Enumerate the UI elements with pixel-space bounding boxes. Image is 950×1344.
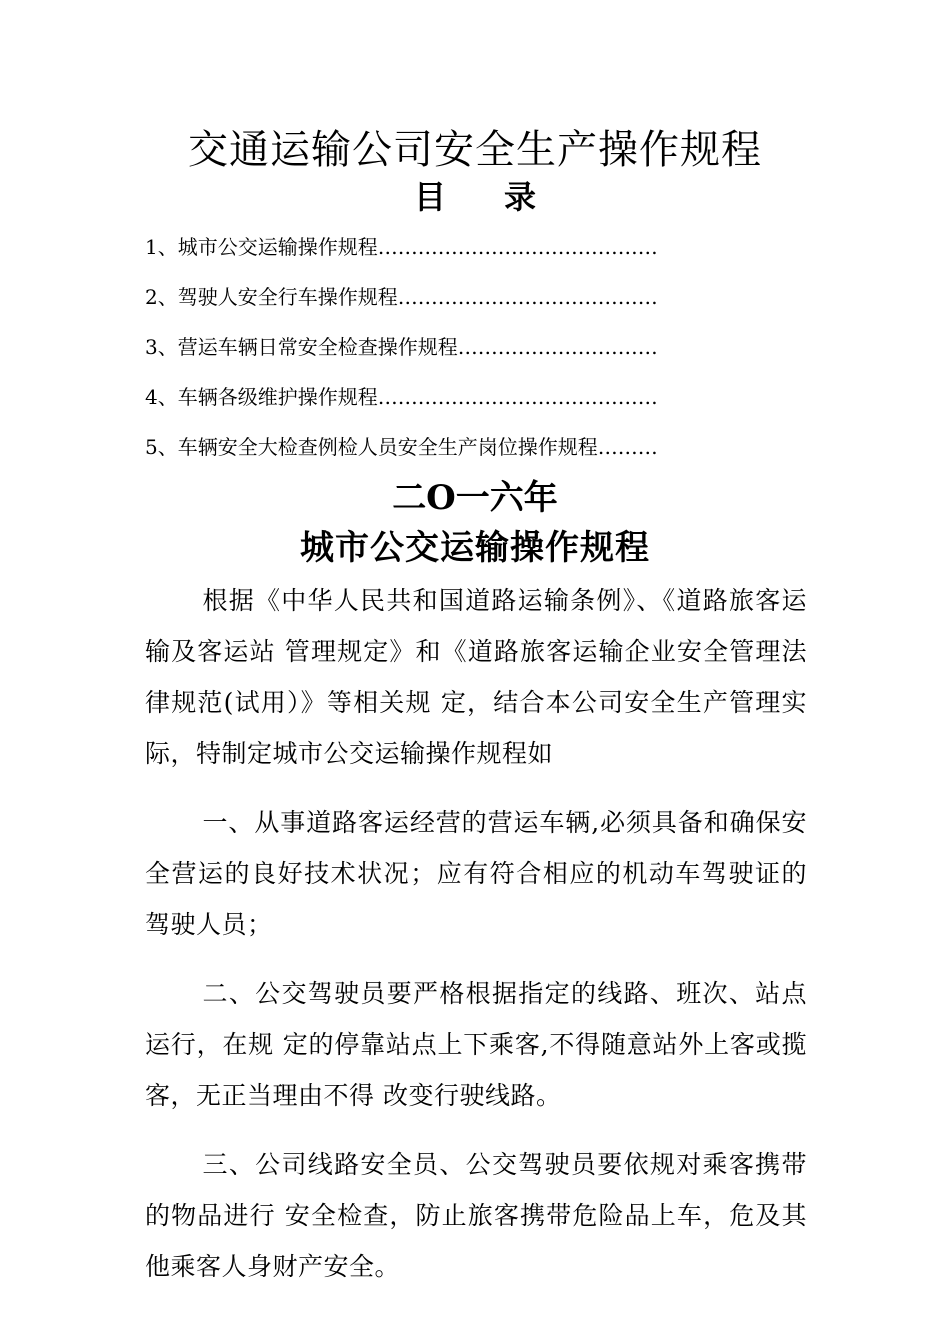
toc-item: 2、驾驶人安全行车操作规程………………………………… (145, 285, 658, 309)
toc-heading (0, 172, 950, 222)
body-text (145, 575, 807, 1310)
paragraph-intro: 根据《中华人民共和国道路运输条例》、《道路旅客运输及客运站 管理规定》和《道路旅客运输企业安全管理法律规范(试用）》等相关规 定，结合本公司安全生产管理实际，特制定城市公交运输操作规程如 (145, 586, 807, 768)
toc-item: 4、车辆各级维护操作规程…………………………………… (145, 385, 658, 409)
toc-heading-char-2: 录 (504, 178, 537, 216)
paragraph-rule-1: 一、从事道路客运经营的营运车辆,必须具备和确保安全营运的良好技术状况；应有符合相应的机动车驾驶证的驾驶人员； (145, 808, 807, 939)
section-title: 城市公交运输操作规程 (300, 528, 650, 568)
paragraph-rule-3: 三、公司线路安全员、公交驾驶员要依规对乘客携带的物品进行 安全检查，防止旅客携带危险品上车，危及其他乘客人身财产安全。 (145, 1150, 807, 1281)
paragraph-rule-2: 二、公交驾驶员要严格根据指定的线路、班次、站点运行，在规 定的停靠站点上下乘客,不得随意站外上客或揽客，无正当理由不得 改变行驶线路。 (145, 979, 807, 1110)
toc-heading-char-1: 目 (413, 178, 446, 216)
toc-item: 3、营运车辆日常安全检查操作规程………………………… (145, 335, 658, 359)
document-year: 二O一六年 (392, 478, 558, 518)
toc-item: 1、城市公交运输操作规程…………………………………… (145, 235, 658, 259)
toc-item: 5、车辆安全大检查例检人员安全生产岗位操作规程……… (145, 435, 658, 459)
table-of-contents (145, 226, 765, 476)
document-title: 交通运输公司安全生产操作规程 (188, 127, 762, 173)
